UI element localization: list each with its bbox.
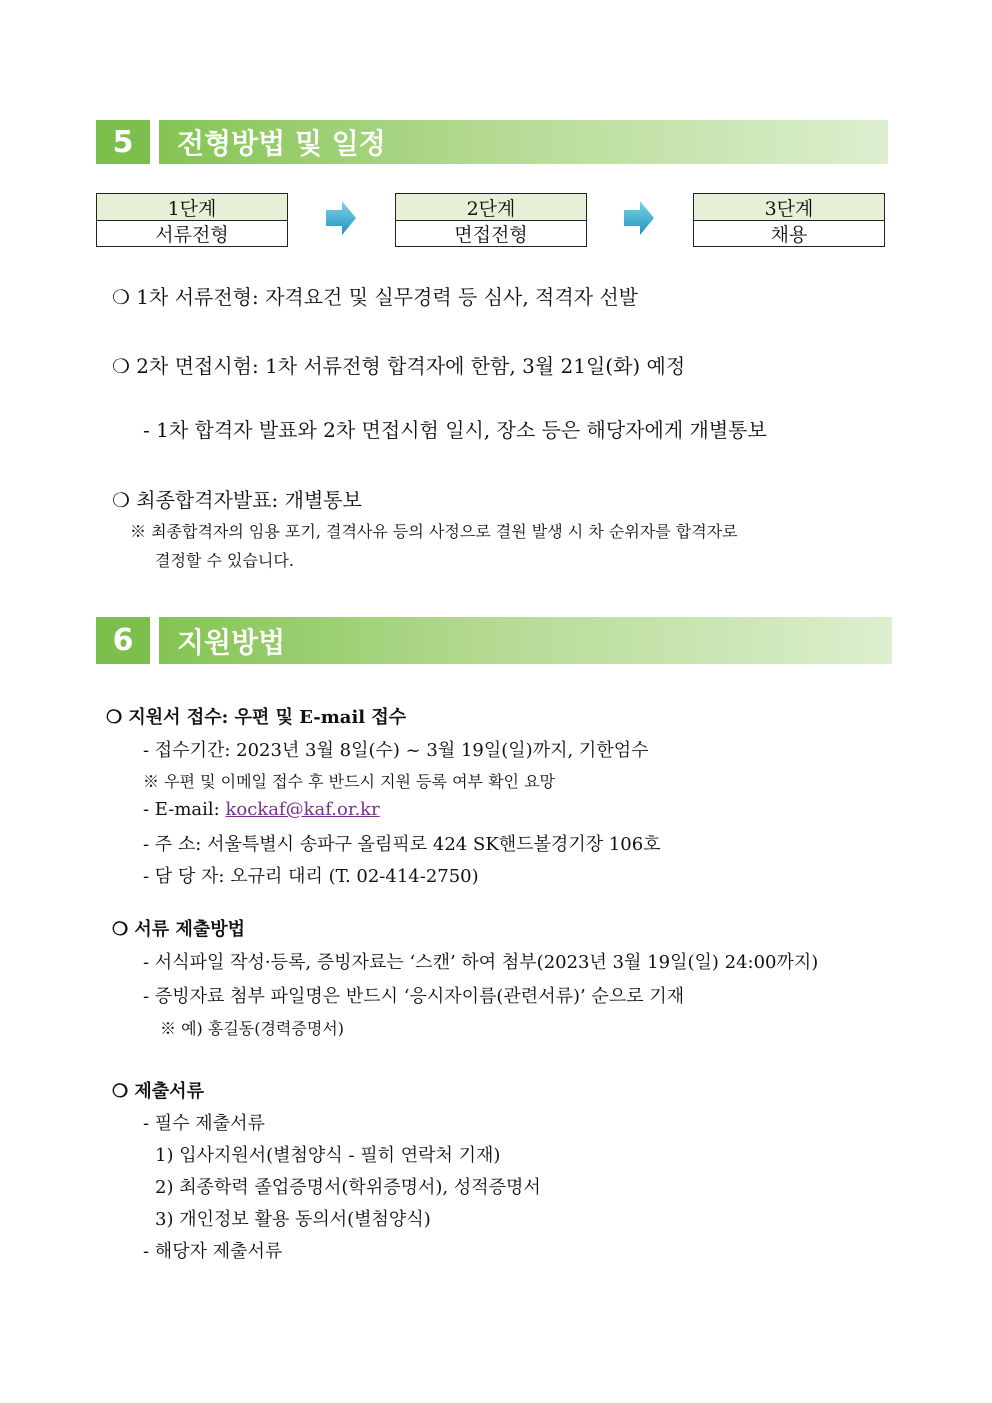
stage-1-name: 서류전형 xyxy=(97,221,287,246)
arrow-right-icon xyxy=(326,201,356,235)
stage-2-name: 면접전형 xyxy=(396,221,586,246)
email-label: - E-mail: xyxy=(143,799,226,820)
document-item-1: 1) 입사지원서(별첨양식 - 필히 연락처 기재) xyxy=(155,1145,501,1166)
submission-method-1: - 서식파일 작성·등록, 증빙자료는 ‘스캔’ 하여 첨부(2023년 3월 19일(일) 24:00까지) xyxy=(143,952,819,973)
stage-3-box xyxy=(693,193,885,247)
final-note-line2: 결정할 수 있습니다. xyxy=(155,551,294,570)
final-note-line1: ※ 최종합격자의 임용 포기, 결격사유 등의 사정으로 결원 발생 시 차 순위자를 합격자로 xyxy=(130,522,738,541)
document-item-3: 3) 개인정보 활용 동의서(별첨양식) xyxy=(155,1209,431,1230)
stage-3-label: 3단계 xyxy=(694,194,884,221)
interview-notice: - 1차 합격자 발표와 2차 면접시험 일시, 장소 등은 해당자에게 개별통보 xyxy=(143,418,767,442)
stage-1-label: 1단계 xyxy=(97,194,287,221)
application-receipt-heading: ❍ 지원서 접수: 우편 및 E-mail 접수 xyxy=(106,707,407,728)
document-item-2: 2) 최종학력 졸업증명서(학위증명서), 성적증명서 xyxy=(155,1177,541,1198)
submission-method-heading: ❍ 서류 제출방법 xyxy=(112,919,245,940)
optional-documents: - 해당자 제출서류 xyxy=(143,1241,283,1262)
final-announcement: ❍ 최종합격자발표: 개별통보 xyxy=(112,488,362,512)
stage-1-box xyxy=(96,193,288,247)
stage-2-box xyxy=(395,193,587,247)
screening-document: ❍ 1차 서류전형: 자격요건 및 실무경력 등 심사, 적격자 선발 xyxy=(112,285,639,309)
section-6-number: 6 xyxy=(96,617,150,664)
screening-interview: ❍ 2차 면접시험: 1차 서류전형 합격자에 한함, 3월 21일(화) 예정 xyxy=(112,354,686,378)
arrow-right-icon xyxy=(624,201,654,235)
submission-method-note: ※ 예) 홍길동(경력증명서) xyxy=(160,1019,345,1038)
section-5-title: 전형방법 및 일정 xyxy=(159,120,888,164)
required-documents: - 필수 제출서류 xyxy=(143,1113,265,1134)
section-6-title: 지원방법 xyxy=(159,617,892,664)
email-line xyxy=(143,799,380,820)
address-line: - 주 소: 서울특별시 송파구 올림픽로 424 SK핸드볼경기장 106호 xyxy=(143,834,661,855)
submission-method-2: - 증빙자료 첨부 파일명은 반드시 ‘응시자이름(관련서류)’ 순으로 기재 xyxy=(143,986,685,1007)
stage-2-label: 2단계 xyxy=(396,194,586,221)
section-5-number: 5 xyxy=(96,120,150,164)
email-link[interactable]: kockaf@kaf.or.kr xyxy=(225,799,380,820)
application-period: - 접수기간: 2023년 3월 8일(수) ~ 3월 19일(일)까지, 기한엄수 xyxy=(143,740,649,761)
contact-line: - 담 당 자: 오규리 대리 (T. 02-414-2750) xyxy=(143,866,479,887)
stage-3-name: 채용 xyxy=(694,221,884,246)
application-note: ※ 우편 및 이메일 접수 후 반드시 지원 등록 여부 확인 요망 xyxy=(143,772,555,791)
documents-heading: ❍ 제출서류 xyxy=(112,1081,204,1102)
